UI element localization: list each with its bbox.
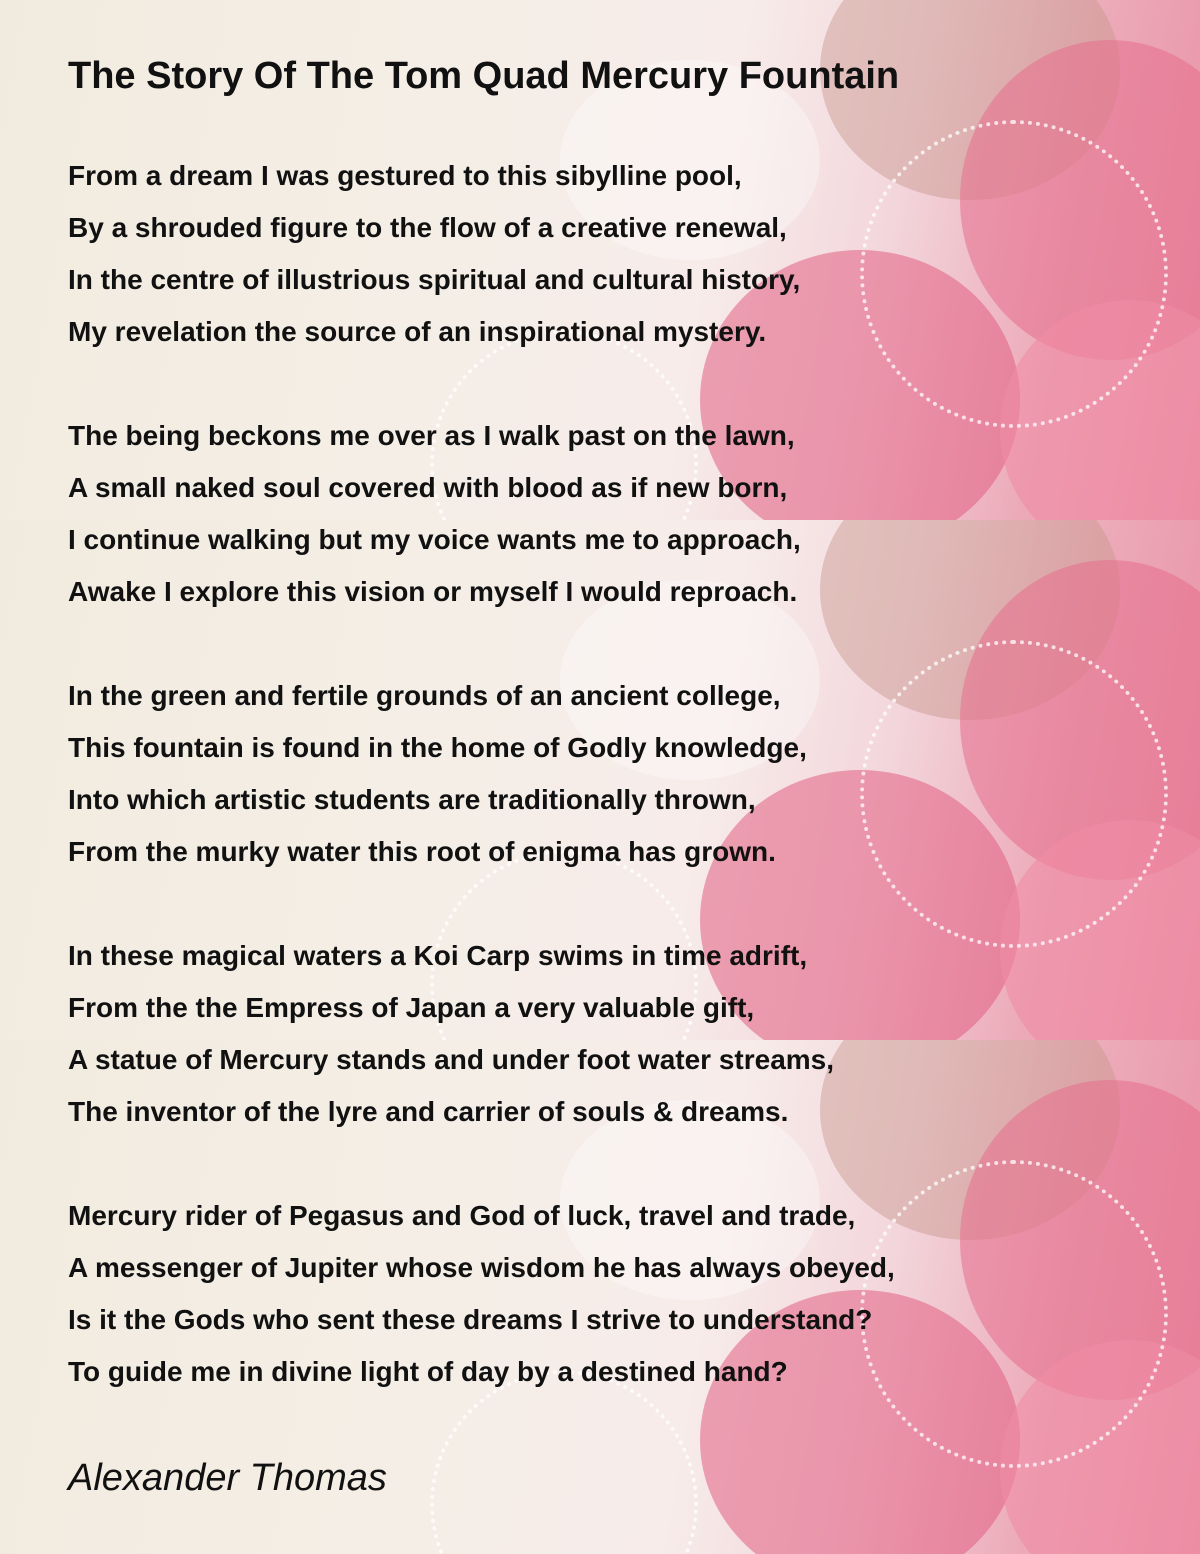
poem-line: A small naked soul covered with blood as if new born, [68,472,788,503]
poem-line: A messenger of Jupiter whose wisdom he has always obeyed, [68,1252,895,1283]
stanza [68,410,1068,618]
stanza [68,1190,1068,1398]
poem-line: The inventor of the lyre and carrier of souls & dreams. [68,1096,789,1127]
poem-line: I continue walking but my voice wants me to approach, [68,524,801,555]
poem-line: To guide me in divine light of day by a destined hand? [68,1356,788,1387]
poem-line: Awake I explore this vision or myself I would reproach. [68,576,798,607]
poem-author: Alexander Thomas [68,1457,387,1499]
poem-line: Into which artistic students are traditionally thrown, [68,784,756,815]
poem-line: In these magical waters a Koi Carp swims in time adrift, [68,940,808,971]
poem-line: By a shrouded figure to the flow of a creative renewal, [68,212,787,243]
poem-line: Mercury rider of Pegasus and God of luck, travel and trade, [68,1200,856,1231]
poem-line: This fountain is found in the home of Godly knowledge, [68,732,807,763]
poem-title: The Story Of The Tom Quad Mercury Fountain [68,55,900,97]
poem-line: From the the Empress of Japan a very valuable gift, [68,992,755,1023]
poem-line: A statue of Mercury stands and under foot water streams, [68,1044,835,1075]
poem-line: Is it the Gods who sent these dreams I strive to understand? [68,1304,873,1335]
poem-line: In the centre of illustrious spiritual and cultural history, [68,264,801,295]
poem-line: The being beckons me over as I walk past on the lawn, [68,420,795,451]
poem-line: From a dream I was gestured to this sibylline pool, [68,160,742,191]
poem-line: In the green and fertile grounds of an ancient college, [68,680,781,711]
stanza [68,150,1068,358]
stanza [68,930,1068,1138]
poem-line: My revelation the source of an inspirational mystery. [68,316,767,347]
poem-line: From the murky water this root of enigma has grown. [68,836,776,867]
stanza [68,670,1068,878]
